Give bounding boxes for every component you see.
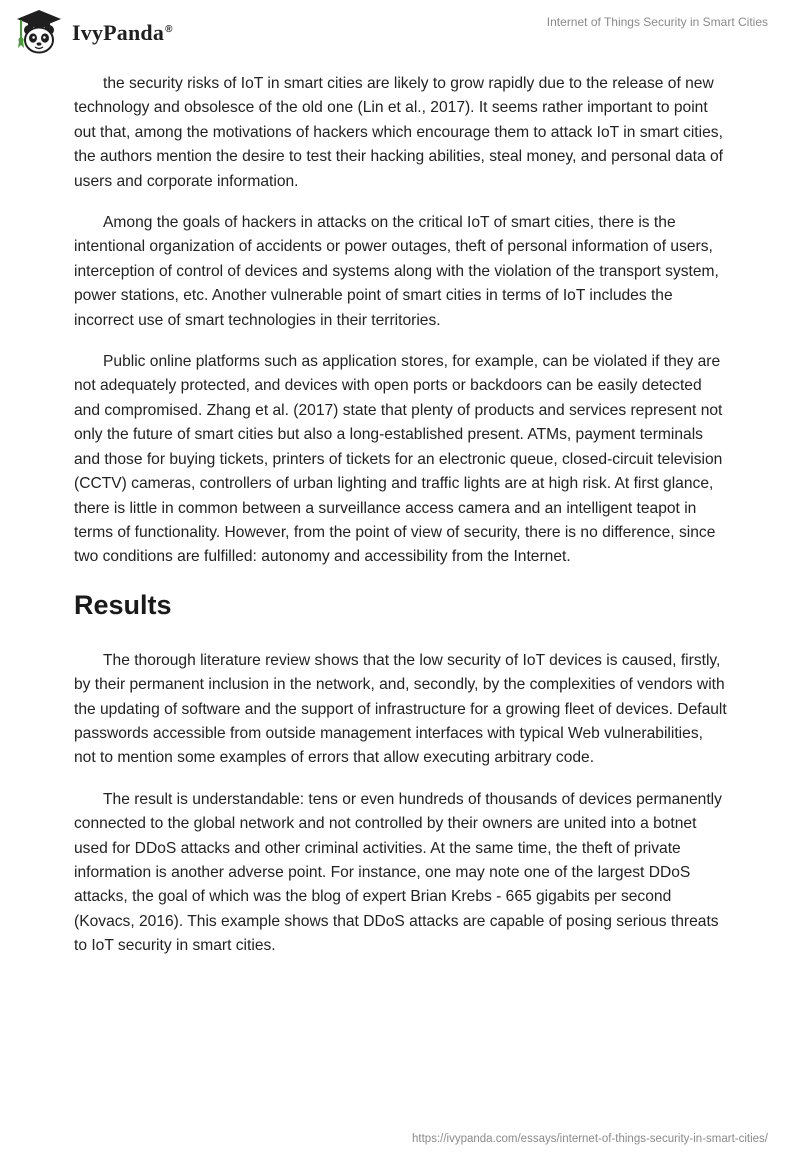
paragraph: The result is understandable: tens or even hundreds of thousands of devices permanently connected to the global network and not controlled by their owners are united into a botnet used for DDoS attacks and other criminal activities. At the same time, the theft of private information is another adverse point. For instance, one may note one of the largest DDoS attacks, the goal of which was the blog of expert Brian Krebs - 665 gigabits per second (Kovacs, 2016). This example shows that DDoS attacks are capable of posing serious threats to IoT security in smart cities. <box>74 790 722 955</box>
section-heading-results: Results <box>74 589 172 620</box>
article-body <box>74 72 728 976</box>
document-title: Internet of Things Security in Smart Cities <box>546 15 768 29</box>
registered-mark: ® <box>165 23 173 35</box>
page-header <box>0 0 800 62</box>
footer-source-url[interactable]: https://ivypanda.com/essays/internet-of-things-security-in-smart-cities/ <box>412 1133 768 1145</box>
panda-graduate-icon <box>14 8 64 56</box>
paragraph: The thorough literature review shows that the low security of IoT devices is caused, firstly, by their permanent inclusion in the network, and, secondly, by the complexities of vendors with the updating of software and the support of infrastructure for a growing fleet of devices. Default passwords accessible from outside management interfaces with typical Web vulnerabilities, not to mention some examples of errors that allow executing arbitrary code. <box>74 651 727 767</box>
paragraph: the security risks of IoT in smart cities are likely to grow rapidly due to the release of new technology and obsolesce of the old one (Lin et al., 2017). It seems rather important to point out that, among the motivations of hackers which encourage them to attack IoT in smart cities, the authors mention the desire to test their hacking abilities, steal money, and personal data of users and corporate information. <box>74 75 723 190</box>
paragraph: Among the goals of hackers in attacks on the critical IoT of smart cities, there is the intentional organization of accidents or power outages, theft of personal information of users, interception of control of devices and systems along with the violation of the transport system, power stations, etc. Another vulnerable point of smart cities in terms of IoT includes the incorrect use of smart technologies in their territories. <box>74 214 719 329</box>
ivypanda-logo[interactable] <box>14 8 173 56</box>
logo-wordmark: IvyPanda® <box>72 20 173 45</box>
paragraph: Public online platforms such as application stores, for example, can be violated if they are not adequately protected, and devices with open ports or backdoors can be easily detected and compromised. Zhang et al. (2017) state that plenty of products and services represent not only the future of smart cities but also a long-established present. ATMs, payment terminals and those for buying tickets, printers of tickets for an electronic queue, closed-circuit television (CCTV) cameras, controllers of urban lighting and traffic lights are at high risk. At first glance, there is little in common between a surveillance access camera and an intelligent teapot in terms of functionality. However, from the point of view of security, there is no difference, since two conditions are fulfilled: autonomy and accessibility from the Internet. <box>74 353 723 566</box>
